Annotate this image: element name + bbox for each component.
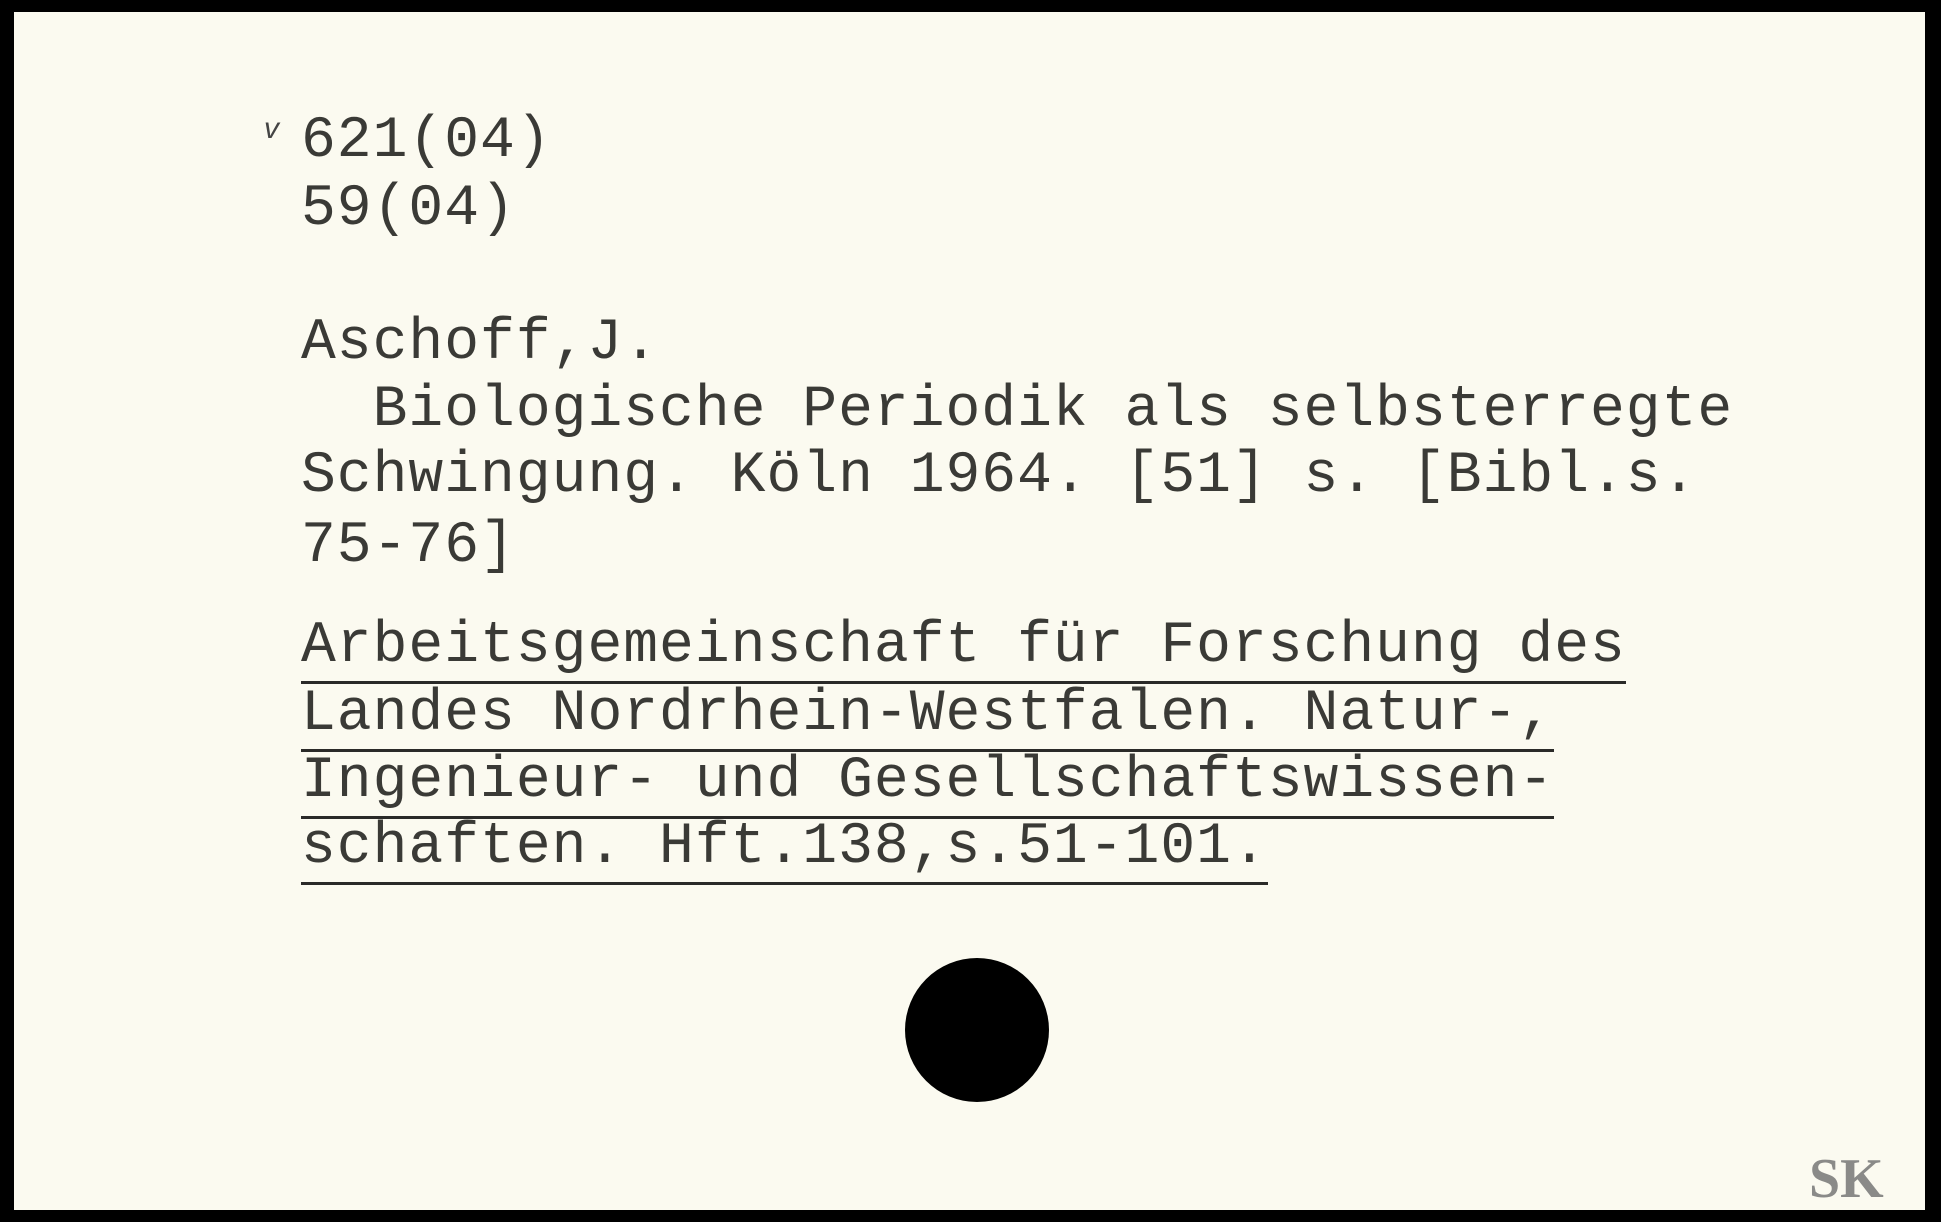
series-line-3: Ingenieur- und Gesellschaftswissen-	[301, 749, 1554, 819]
classification-2: 59(04)	[301, 177, 516, 242]
author: Aschoff,J.	[301, 311, 660, 376]
series-line-4: schaften. Hft.138,s.51-101.	[301, 815, 1268, 885]
check-mark: v	[264, 112, 279, 145]
title-line-2: Schwingung. Köln 1964. [51] s. [Bibl.s.	[301, 444, 1698, 509]
title-line-1: Biologische Periodik als selbsterregte	[301, 378, 1734, 443]
catalog-card	[14, 12, 1925, 1210]
sk-stamp: SK	[1809, 1148, 1884, 1210]
title-line-3: 75-76]	[301, 514, 516, 579]
series-line-2: Landes Nordrhein-Westfalen. Natur-,	[301, 682, 1554, 752]
punch-hole	[905, 958, 1049, 1102]
series-line-1: Arbeitsgemeinschaft für Forschung des	[301, 614, 1626, 684]
classification-1: 621(04)	[301, 109, 552, 174]
